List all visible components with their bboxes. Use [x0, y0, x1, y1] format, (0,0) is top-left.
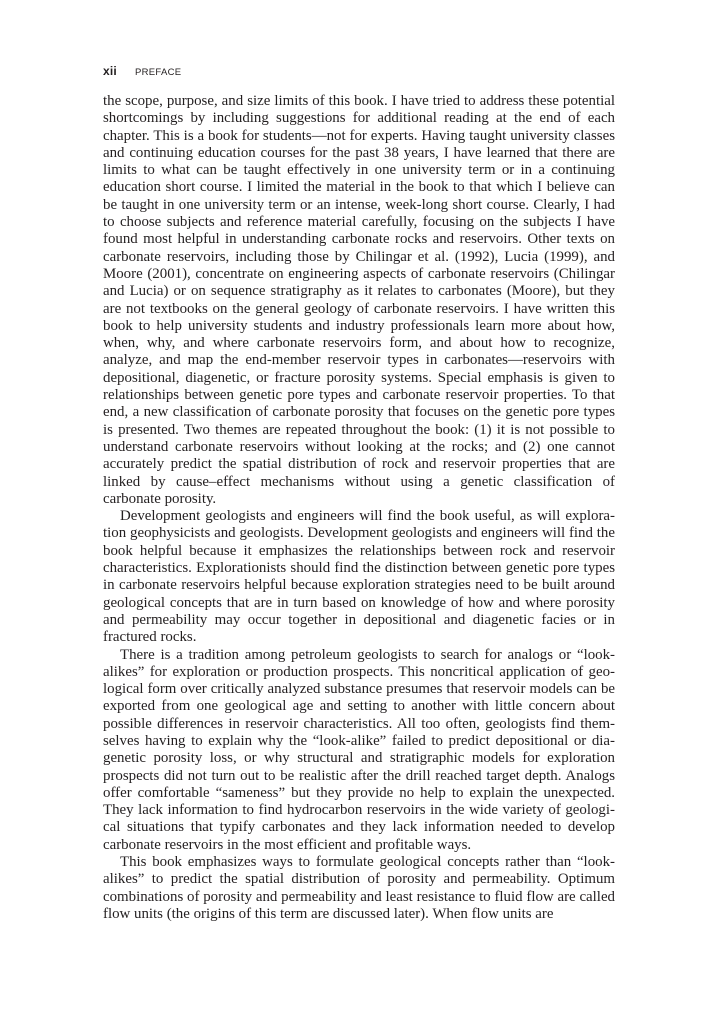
paragraph-flow-units: This book emphasizes ways to formulate geological concepts rather than “look-alikes” to predict the spatial distribution of porosity and permeability. Optimum combinations of porosity and permeability and least resistance to fluid flow are called flow units (the origins of this term are discussed later). When flow units are — [103, 854, 615, 922]
body-text — [103, 93, 615, 923]
paragraph-continuation: the scope, purpose, and size limits of this book. I have tried to address these potential shortcomings by including suggestions for additional reading at the end of each chapter. This is a book for students—not for experts. Having taught university classes and continuing education courses for the past 38 years, I have learned that there are limits to what can be taught effectively in one university term or in a continuing education short course. I limited the material in the book to that which I believe can be taught in one university term or an intense, week-long short course. Clearly, I had to choose subjects and reference material carefully, focusing on the subjects I have found most helpful in understanding carbonate rocks and reservoirs. Other texts on carbonate reservoirs, including those by Chilingar et al. (1992), Lucia (1999), and Moore (2001), concentrate on engineering aspects of carbonate reservoirs (Chilingar and Lucia) or on sequence stratigraphy as it relates to carbonates (Moore), but they are not textbooks on the general geology of carbonate reservoirs. I have written this book to help university students and industry professionals learn more about how, when, why, and where carbonate reservoirs form, and about how to recognize, analyze, and map the end-member reservoir types in carbonates—reservoirs with depositional, diagenetic, or fracture porosity systems. Special emphasis is given to relationships between genetic pore types and carbonate reservoir properties. To that end, a new classification of carbonate porosity that focuses on the genetic pore types is presented. Two themes are repeated throughout the book: (1) it is not possible to understand carbonate reservoirs without looking at the rocks; and (2) one cannot accurately predict the spatial distribution of rock and reservoir properties that are linked by cause–effect mechanisms without using a genetic classification of carbonate porosity. — [103, 93, 615, 507]
page-number: xii — [103, 64, 117, 78]
paragraph-audience: Development geologists and engineers will find the book useful, as will exploration geophysicists and geologists. Development geologists and engineers will find the book helpful because it emphasizes the relationships between rock and reservoir characteristics. Explorationists should find the distinction between genetic pore types in carbonate reservoirs helpful because exploration strategies need to be built around geological concepts that are in turn based on knowledge of how and where porosity and permeability may occur together in depositional and diagenetic facies or in fractured rocks. — [103, 508, 615, 646]
paragraph-analogs: There is a tradition among petroleum geologists to search for analogs or “look-alikes” for exploration or production prospects. This noncritical application of geological form over critically analyzed substance presumes that reservoir models can be exported from one geological age and setting to another with little concern about possible differences in reservoir characteristics. All too often, geologists find themselves having to explain why the “look-alike” failed to predict depositional or diagenetic porosity loss, or why structural and stratigraphic models for exploration prospects did not turn out to be realistic after the drill reached target depth. Analogs offer comfortable “sameness” but they provide no help to explain the unexpected. They lack information to find hydrocarbon reservoirs in the wide variety of geological situations that typify carbonates and they lack information needed to develop carbonate reservoirs in the most efficient and profitable ways. — [103, 646, 615, 853]
running-head — [103, 62, 615, 78]
running-title: PREFACE — [134, 67, 182, 78]
